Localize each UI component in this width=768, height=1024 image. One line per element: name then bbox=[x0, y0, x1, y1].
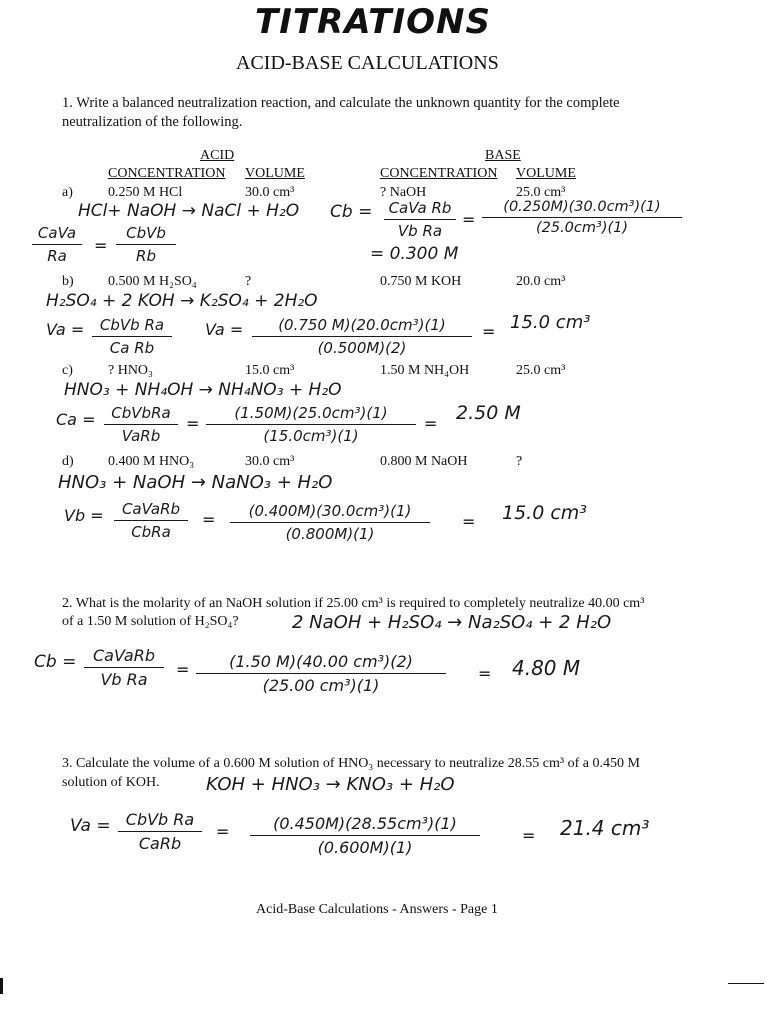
row-c-answer: 2.50 M bbox=[456, 402, 521, 424]
q3-answer-equals: = bbox=[522, 826, 536, 845]
page-footer: Acid-Base Calculations - Answers - Page 1 bbox=[256, 902, 498, 917]
row-c-sub-num: (1.50M)(25.0cm³)(1) bbox=[234, 404, 388, 422]
row-b-sub-num: (0.750 M)(20.0cm³)(1) bbox=[278, 316, 446, 334]
row-a-answer: = 0.300 M bbox=[370, 244, 459, 264]
row-a-formula-left-num: CaVa bbox=[37, 224, 77, 242]
row-d-solve-fraction bbox=[114, 500, 188, 541]
row-c-reaction: HNO₃ + NH₄OH → NH₄NO₃ + H₂O bbox=[64, 380, 342, 400]
scan-mark-left bbox=[0, 978, 3, 994]
row-c-acid-vol: 15.0 cm³ bbox=[245, 363, 295, 378]
row-c-substitution bbox=[206, 404, 416, 445]
row-d-reaction: HNO₃ + NaOH → NaNO₃ + H₂O bbox=[58, 472, 333, 493]
fraction-bar bbox=[206, 424, 416, 425]
row-d-sub-den: (0.800M)(1) bbox=[285, 525, 375, 543]
row-b-reaction: H₂SO₄ + 2 KOH → K₂SO₄ + 2H₂O bbox=[46, 291, 318, 311]
row-a-solve-num: CaVa Rb bbox=[388, 199, 452, 217]
row-a-sub-den: (25.0cm³)(1) bbox=[535, 220, 629, 236]
row-b-substitution bbox=[252, 316, 472, 357]
row-d-substitution bbox=[230, 502, 430, 543]
q3-prompt-line1: 3. Calculate the volume of a 0.600 M solution of HNO₃ necessary to neutralize 28.55 cm³ of a 0.450 M bbox=[62, 756, 640, 771]
q1-prompt-line2: neutralization of the following. bbox=[62, 114, 243, 130]
row-a-solve-fraction bbox=[384, 199, 456, 240]
q2-solve-fraction bbox=[84, 646, 164, 689]
q2-prompt-line2: of a 1.50 M solution of H₂SO₄? bbox=[62, 614, 239, 629]
scan-mark-right bbox=[728, 983, 764, 984]
row-a-solve-equals: = bbox=[462, 210, 476, 229]
fraction-bar bbox=[116, 244, 176, 245]
q3-equals: = bbox=[216, 822, 230, 841]
row-c-solve-fraction bbox=[104, 404, 178, 445]
q3-solve-lhs: Va = bbox=[70, 816, 111, 836]
row-c-solve-lhs: Ca = bbox=[56, 410, 96, 429]
row-c-solve-den: VaRb bbox=[121, 427, 161, 445]
row-d-base-conc: 0.800 M NaOH bbox=[380, 454, 468, 469]
q2-reaction: 2 NaOH + H₂SO₄ → Na₂SO₄ + 2 H₂O bbox=[292, 612, 612, 633]
row-c-sub-den: (15.0cm³)(1) bbox=[263, 427, 359, 445]
row-c-label: c) bbox=[62, 363, 73, 378]
row-a-sub-num: (0.250M)(30.0cm³)(1) bbox=[503, 199, 661, 215]
row-d-sub-num: (0.400M)(30.0cm³)(1) bbox=[248, 502, 412, 520]
row-a-formula-right bbox=[116, 224, 176, 265]
acid-volume-header: VOLUME bbox=[245, 166, 305, 181]
row-b-acid-conc: 0.500 M H₂SO₄ bbox=[108, 274, 197, 289]
row-b-base-vol: 20.0 cm³ bbox=[516, 274, 566, 289]
row-d-answer-equals: = bbox=[462, 512, 476, 531]
fraction-bar bbox=[384, 219, 456, 220]
q3-solve-den: CaRb bbox=[138, 834, 182, 853]
row-a-base-conc: ? NaOH bbox=[380, 185, 427, 200]
row-c-solve-num: CbVbRa bbox=[111, 404, 171, 422]
fraction-bar bbox=[32, 244, 82, 245]
handwritten-title: TITRATIONS bbox=[255, 2, 491, 42]
q2-substitution bbox=[196, 652, 446, 695]
row-d-solve-den: CbRa bbox=[131, 523, 171, 541]
row-b-acid-vol: ? bbox=[245, 274, 252, 289]
fraction-bar bbox=[118, 831, 202, 832]
row-b-sub-lhs: Va = bbox=[205, 320, 244, 339]
fraction-bar bbox=[104, 424, 178, 425]
row-a-solve-den: Vb Ra bbox=[397, 222, 443, 240]
row-d-answer: 15.0 cm³ bbox=[502, 502, 587, 524]
fraction-bar bbox=[114, 520, 188, 521]
base-concentration-header: CONCENTRATION bbox=[380, 166, 498, 181]
q2-answer-equals: = bbox=[478, 664, 492, 683]
row-b-sub-den: (0.500M)(2) bbox=[317, 339, 407, 357]
fraction-bar bbox=[250, 835, 480, 836]
q2-solve-lhs: Cb = bbox=[34, 652, 77, 672]
row-b-answer-equals: = bbox=[482, 322, 496, 341]
row-c-equals: = bbox=[186, 414, 200, 433]
q2-answer: 4.80 M bbox=[512, 656, 581, 680]
row-a-formula-right-den: Rb bbox=[136, 247, 156, 265]
q2-solve-num: CaVaRb bbox=[93, 646, 155, 665]
row-a-acid-vol: 30.0 cm³ bbox=[245, 185, 295, 200]
q3-solve-fraction bbox=[118, 810, 202, 853]
row-d-solve-lhs: Vb = bbox=[64, 506, 104, 525]
row-b-label: b) bbox=[62, 274, 74, 289]
row-a-formula-right-num: CbVb bbox=[126, 224, 166, 242]
row-d-acid-conc: 0.400 M HNO₃ bbox=[108, 454, 195, 469]
q3-sub-num: (0.450M)(28.55cm³)(1) bbox=[273, 814, 457, 833]
q2-prompt-line1: 2. What is the molarity of an NaOH solution if 25.00 cm³ is required to completely neutralize 40.00 cm³ bbox=[62, 596, 645, 611]
fraction-bar bbox=[230, 522, 430, 523]
fraction-bar bbox=[482, 217, 682, 218]
row-c-base-conc: 1.50 M NH₄OH bbox=[380, 363, 470, 378]
base-header: BASE bbox=[485, 148, 521, 163]
row-a-equals: = bbox=[94, 236, 108, 255]
row-b-solve-fraction bbox=[92, 316, 172, 357]
row-b-answer: 15.0 cm³ bbox=[510, 312, 591, 333]
row-c-answer-equals: = bbox=[424, 414, 438, 433]
row-b-solve-lhs: Va = bbox=[46, 320, 85, 339]
fraction-bar bbox=[84, 667, 164, 668]
fraction-bar bbox=[196, 673, 446, 674]
fraction-bar bbox=[92, 336, 172, 337]
row-d-equals: = bbox=[202, 510, 216, 529]
base-volume-header: VOLUME bbox=[516, 166, 576, 181]
row-a-reaction: HCl+ NaOH → NaCl + H₂O bbox=[78, 201, 300, 221]
fraction-bar bbox=[252, 336, 472, 337]
q2-solve-den: Vb Ra bbox=[100, 670, 148, 689]
acid-concentration-header: CONCENTRATION bbox=[108, 166, 226, 181]
q2-sub-num: (1.50 M)(40.00 cm³)(2) bbox=[229, 652, 413, 671]
row-d-solve-num: CaVaRb bbox=[121, 500, 181, 518]
acid-header: ACID bbox=[200, 148, 235, 163]
q3-sub-den: (0.600M)(1) bbox=[317, 838, 413, 857]
q3-reaction: KOH + HNO₃ → KNO₃ + H₂O bbox=[206, 774, 455, 795]
row-c-base-vol: 25.0 cm³ bbox=[516, 363, 566, 378]
row-a-solve-lhs: Cb = bbox=[330, 202, 373, 222]
row-a-formula-left-den: Ra bbox=[47, 247, 67, 265]
q1-prompt-line1: 1. Write a balanced neutralization reaction, and calculate the unknown quantity for the complete bbox=[62, 95, 620, 111]
page-title: ACID-BASE CALCULATIONS bbox=[236, 52, 499, 74]
row-a-acid-conc: 0.250 M HCl bbox=[108, 185, 183, 200]
row-a-formula-left bbox=[32, 224, 82, 265]
row-a-substitution bbox=[482, 199, 682, 236]
row-c-acid-conc: ? HNO₃ bbox=[108, 363, 153, 378]
q2-sub-den: (25.00 cm³)(1) bbox=[262, 676, 380, 695]
row-b-solve-num: CbVb Ra bbox=[99, 316, 165, 334]
row-d-label: d) bbox=[62, 454, 74, 469]
q3-prompt-line2: solution of KOH. bbox=[62, 775, 160, 790]
row-a-base-vol: 25.0 cm³ bbox=[516, 185, 566, 200]
row-b-solve-den: Ca Rb bbox=[109, 339, 155, 357]
q2-equals: = bbox=[176, 660, 190, 679]
row-b-base-conc: 0.750 M KOH bbox=[380, 274, 462, 289]
row-a-label: a) bbox=[62, 185, 73, 200]
q3-substitution bbox=[250, 814, 480, 857]
row-d-base-vol: ? bbox=[516, 454, 523, 469]
q3-solve-num: CbVb Ra bbox=[125, 810, 195, 829]
row-d-acid-vol: 30.0 cm³ bbox=[245, 454, 295, 469]
q3-answer: 21.4 cm³ bbox=[560, 816, 650, 840]
